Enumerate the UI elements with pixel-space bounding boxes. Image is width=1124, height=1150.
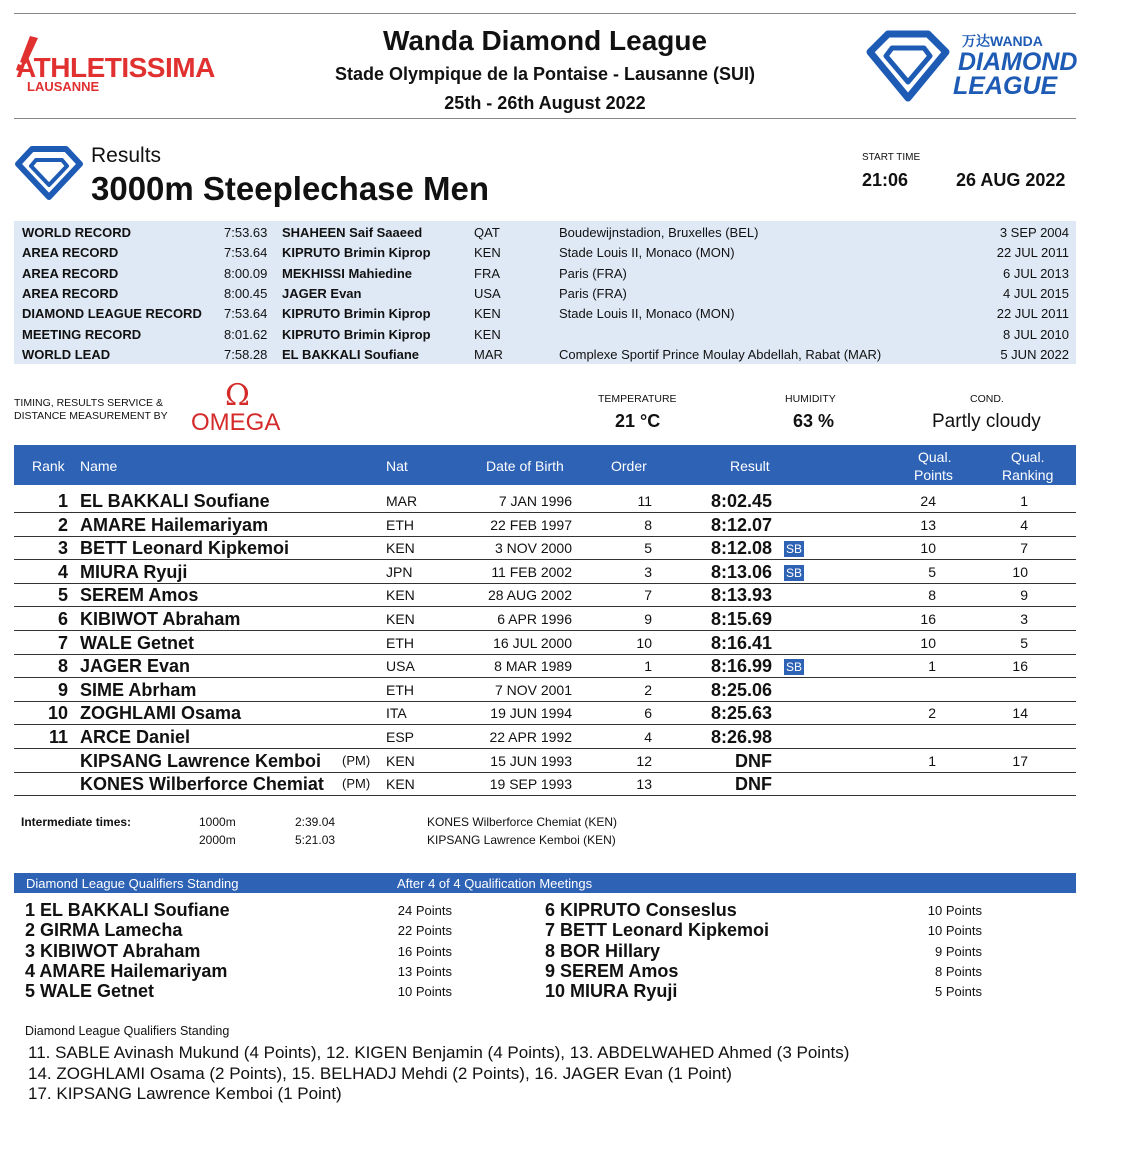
result-row bbox=[14, 631, 1076, 655]
athlete-nat: KEN bbox=[386, 611, 415, 627]
record-row bbox=[14, 263, 1076, 283]
timing-credit bbox=[14, 397, 168, 423]
record-date: 22 JUL 2011 bbox=[996, 306, 1069, 322]
standing-points: 24 Points bbox=[397, 903, 452, 918]
record-mark: 8:00.45 bbox=[224, 285, 268, 301]
athlete-dob: 7 JAN 1996 bbox=[498, 493, 572, 509]
result-row bbox=[14, 513, 1076, 537]
start-order: 5 bbox=[644, 540, 652, 557]
result-row bbox=[14, 725, 1076, 749]
athlete-dob: 15 JUN 1993 bbox=[490, 752, 572, 769]
result-rank: 4 bbox=[57, 561, 68, 582]
qual-ranking: 7 bbox=[1020, 540, 1028, 557]
top-divider bbox=[14, 13, 1076, 14]
result-mark: 8:12.07 bbox=[710, 514, 772, 535]
qual-points: 24 bbox=[920, 493, 936, 509]
standing-entry: 4 AMARE Hailemariyam bbox=[25, 960, 228, 981]
conditions-label: COND. bbox=[970, 393, 1004, 405]
split-time: 5:21.03 bbox=[295, 833, 336, 847]
standing-entry: 2 GIRMA Lamecha bbox=[25, 920, 183, 941]
col-qual-points-1: Qual. bbox=[918, 449, 952, 465]
results-label: Results bbox=[91, 144, 162, 167]
event-date: 26 AUG 2022 bbox=[956, 170, 1066, 190]
standing-entry: 8 BOR Hillary bbox=[545, 940, 661, 961]
athlete-nat: ETH bbox=[386, 681, 414, 698]
result-mark: 8:12.08 bbox=[710, 538, 772, 559]
athlete-name: KONES Wilberforce Chemiat bbox=[80, 774, 324, 795]
col-name: Name bbox=[80, 458, 118, 474]
more-standing-line: 17. KIPSANG Lawrence Kemboi (1 Point) bbox=[28, 1084, 342, 1103]
qual-ranking: 17 bbox=[1012, 752, 1028, 769]
result-mark: 8:13.06 bbox=[710, 561, 772, 582]
standing-entry: 10 MIURA Ryuji bbox=[545, 981, 678, 1002]
result-rank: 11 bbox=[48, 727, 68, 747]
athlete-dob: 16 JUL 2000 bbox=[493, 634, 572, 651]
record-holder: KIPRUTO Brimin Kiprop bbox=[282, 245, 431, 261]
timing-credit-line-1: TIMING, RESULTS SERVICE & bbox=[14, 397, 163, 409]
start-order: 1 bbox=[644, 658, 652, 675]
standing-entry: 3 KIBIWOT Abraham bbox=[25, 940, 201, 961]
more-standing-line: 14. ZOGHLAMI Osama (2 Points), 15. BELHADJ Mehdi (2 Points), 16. JAGER Evan (1 Point) bbox=[28, 1063, 732, 1083]
col-dob: Date of Birth bbox=[486, 458, 564, 474]
diamond-icon bbox=[14, 145, 84, 201]
wanda-logo-text: 万达WANDA bbox=[962, 33, 1043, 49]
athlete-nat: USA bbox=[386, 658, 415, 675]
record-date: 22 JUL 2011 bbox=[996, 245, 1069, 261]
result-row bbox=[14, 536, 1076, 560]
qual-points: 13 bbox=[920, 516, 936, 533]
header-divider bbox=[14, 118, 1076, 119]
record-type: AREA RECORD bbox=[22, 285, 119, 301]
record-nat: MAR bbox=[474, 346, 503, 362]
qual-ranking: 3 bbox=[1020, 611, 1028, 627]
split-time: 2:39.04 bbox=[295, 815, 336, 829]
athlete-name: ARCE Daniel bbox=[80, 727, 191, 747]
record-venue: Stade Louis II, Monaco (MON) bbox=[559, 306, 735, 322]
result-row bbox=[14, 654, 1076, 678]
standing-title: Diamond League Qualifiers Standing bbox=[26, 876, 239, 891]
standing-entry: 7 BETT Leonard Kipkemoi bbox=[545, 920, 770, 941]
result-mark: 8:13.93 bbox=[710, 585, 772, 606]
diamond-league-logo-icon bbox=[866, 30, 950, 102]
record-type: MEETING RECORD bbox=[22, 326, 142, 342]
qual-ranking: 1 bbox=[1020, 493, 1028, 509]
conditions-value: Partly cloudy bbox=[932, 411, 1041, 432]
result-row bbox=[14, 560, 1076, 584]
standing-entry: 1 EL BAKKALI Soufiane bbox=[25, 900, 230, 920]
record-venue: Boudewijnstadion, Bruxelles (BEL) bbox=[559, 225, 759, 240]
temperature-value: 21 °C bbox=[615, 411, 661, 431]
athlete-name: AMARE Hailemariyam bbox=[80, 514, 269, 535]
qual-ranking: 4 bbox=[1020, 516, 1028, 533]
result-mark: 8:02.45 bbox=[710, 491, 772, 511]
result-rank: 7 bbox=[57, 632, 68, 653]
qual-ranking: 5 bbox=[1020, 634, 1028, 651]
record-type: AREA RECORD bbox=[22, 265, 119, 281]
result-row bbox=[14, 607, 1076, 631]
record-row bbox=[14, 242, 1076, 262]
diamond-logo-text: DIAMOND bbox=[958, 48, 1078, 76]
result-mark: DNF bbox=[735, 750, 772, 771]
league-logo-text: LEAGUE bbox=[953, 72, 1058, 100]
standing-points: 10 Points bbox=[927, 923, 982, 939]
record-date: 4 JUL 2015 bbox=[1002, 285, 1069, 301]
qual-points: 10 bbox=[920, 540, 936, 557]
standing-subtitle: After 4 of 4 Qualification Meetings bbox=[397, 876, 593, 891]
record-date: 3 SEP 2004 bbox=[999, 225, 1069, 240]
start-order: 4 bbox=[644, 729, 652, 745]
col-order: Order bbox=[611, 458, 647, 474]
col-rank: Rank bbox=[32, 458, 65, 474]
results-header bbox=[14, 445, 1076, 485]
record-row bbox=[14, 222, 1076, 242]
athlete-dob: 7 NOV 2001 bbox=[494, 681, 572, 698]
result-mark: DNF bbox=[735, 774, 772, 795]
record-row bbox=[14, 344, 1076, 364]
omega-logo: OMEGA bbox=[191, 409, 281, 436]
pacemaker-tag: (PM) bbox=[342, 752, 371, 768]
qual-points: 10 bbox=[920, 634, 936, 651]
record-holder: KIPRUTO Brimin Kiprop bbox=[282, 326, 431, 342]
athlete-nat: ITA bbox=[386, 705, 407, 722]
record-type: AREA RECORD bbox=[22, 245, 119, 261]
athlete-nat: KEN bbox=[386, 776, 415, 793]
standing-header bbox=[14, 873, 1076, 893]
qual-points: 5 bbox=[928, 563, 936, 580]
record-mark: 7:53.64 bbox=[224, 245, 268, 261]
record-row bbox=[14, 324, 1076, 344]
record-holder: SHAHEEN Saif Saaeed bbox=[282, 225, 423, 240]
athlete-nat: JPN bbox=[386, 563, 413, 580]
record-venue: Paris (FRA) bbox=[559, 265, 627, 281]
athlete-dob: 28 AUG 2002 bbox=[487, 587, 572, 604]
standing-entry: 6 KIPRUTO Conseslus bbox=[545, 900, 737, 920]
standing-points: 16 Points bbox=[397, 943, 452, 959]
start-order: 9 bbox=[644, 611, 652, 627]
split-distance: 1000m bbox=[199, 815, 236, 829]
humidity-value: 63 % bbox=[793, 411, 835, 431]
standing-points: 8 Points bbox=[935, 963, 982, 979]
result-mark: 8:25.06 bbox=[710, 679, 772, 700]
record-mark: 8:01.62 bbox=[224, 326, 268, 342]
record-mark: 8:00.09 bbox=[224, 265, 268, 281]
record-holder: KIPRUTO Brimin Kiprop bbox=[282, 306, 431, 322]
athlete-dob: 8 MAR 1989 bbox=[494, 658, 572, 675]
record-row bbox=[14, 283, 1076, 303]
standing-points: 10 Points bbox=[397, 984, 452, 1000]
result-rank: 8 bbox=[57, 656, 68, 677]
record-venue: Stade Louis II, Monaco (MON) bbox=[559, 245, 735, 261]
start-order: 13 bbox=[636, 776, 652, 793]
split-leader: KONES Wilberforce Chemiat (KEN) bbox=[427, 815, 618, 829]
event-title: 3000m Steeplechase Men bbox=[91, 170, 490, 207]
result-rank: 2 bbox=[57, 514, 68, 535]
record-nat: KEN bbox=[474, 326, 501, 342]
result-row bbox=[14, 701, 1076, 725]
start-order: 6 bbox=[644, 705, 652, 722]
standing-points: 22 Points bbox=[397, 923, 452, 939]
intermediate-label: Intermediate times: bbox=[21, 815, 132, 829]
col-qual-ranking-2: Ranking bbox=[1002, 467, 1054, 483]
athlete-name: ZOGHLAMI Osama bbox=[80, 703, 242, 724]
start-time: 21:06 bbox=[862, 170, 909, 190]
athlete-name: JAGER Evan bbox=[80, 656, 191, 677]
humidity-label: HUMIDITY bbox=[785, 393, 836, 405]
athlete-nat: ETH bbox=[386, 516, 414, 533]
result-rank: 1 bbox=[57, 491, 68, 511]
dates-line: 25th - 26th August 2022 bbox=[444, 93, 646, 113]
qual-points: 2 bbox=[928, 705, 936, 722]
result-rank: 6 bbox=[57, 609, 68, 629]
record-date: 5 JUN 2022 bbox=[1000, 346, 1069, 362]
athlete-name: BETT Leonard Kipkemoi bbox=[80, 538, 290, 559]
result-row bbox=[14, 489, 1076, 513]
record-date: 8 JUL 2010 bbox=[1002, 326, 1069, 342]
athlete-dob: 19 SEP 1993 bbox=[489, 776, 572, 793]
venue-line: Stade Olympique de la Pontaise - Lausanne (SUI) bbox=[334, 64, 756, 84]
athlete-name: EL BAKKALI Soufiane bbox=[80, 491, 270, 511]
record-venue: Paris (FRA) bbox=[559, 285, 627, 301]
athlete-nat: ESP bbox=[386, 729, 415, 745]
athlete-name: WALE Getnet bbox=[80, 632, 195, 653]
standing-entry: 9 SEREM Amos bbox=[545, 960, 679, 981]
record-nat: FRA bbox=[474, 265, 500, 281]
athlete-dob: 22 APR 1992 bbox=[489, 729, 572, 745]
col-qual-points-2: Points bbox=[914, 467, 953, 483]
start-order: 7 bbox=[644, 587, 652, 604]
qual-ranking: 16 bbox=[1012, 658, 1028, 675]
season-best-badge: SB bbox=[786, 542, 803, 557]
result-row bbox=[14, 749, 1076, 773]
athlete-nat: KEN bbox=[386, 540, 415, 557]
athletissima-logo-text: ATHLETISSIMA bbox=[16, 52, 215, 83]
records-table bbox=[14, 221, 1076, 364]
athlete-nat: MAR bbox=[386, 493, 418, 509]
athlete-dob: 11 FEB 2002 bbox=[491, 563, 572, 580]
athlete-name: SEREM Amos bbox=[80, 585, 199, 606]
athlete-dob: 19 JUN 1994 bbox=[490, 705, 572, 722]
standing-points: 10 Points bbox=[927, 903, 982, 918]
omega-symbol-icon: Ω bbox=[225, 378, 250, 413]
record-mark: 7:53.63 bbox=[224, 225, 268, 240]
record-holder: MEKHISSI Mahiedine bbox=[282, 265, 413, 281]
result-row bbox=[14, 772, 1076, 796]
standing-entry: 5 WALE Getnet bbox=[25, 981, 155, 1002]
start-order: 3 bbox=[644, 563, 652, 580]
result-rank: 9 bbox=[57, 679, 68, 700]
record-type: WORLD RECORD bbox=[22, 225, 132, 240]
qual-ranking: 10 bbox=[1012, 563, 1028, 580]
record-nat: QAT bbox=[474, 225, 500, 240]
qual-points: 8 bbox=[928, 587, 936, 604]
record-nat: KEN bbox=[474, 245, 501, 261]
start-order: 11 bbox=[637, 493, 652, 509]
athlete-name: MIURA Ryuji bbox=[80, 561, 188, 582]
record-type: WORLD LEAD bbox=[22, 346, 111, 362]
qual-points: 16 bbox=[920, 611, 936, 627]
qual-points: 1 bbox=[928, 752, 936, 769]
athlete-name: KIPSANG Lawrence Kemboi bbox=[80, 750, 322, 771]
more-standing-title: Diamond League Qualifiers Standing bbox=[25, 1024, 230, 1038]
split-leader: KIPSANG Lawrence Kemboi (KEN) bbox=[427, 833, 616, 847]
athlete-dob: 22 FEB 1997 bbox=[490, 516, 572, 533]
result-row bbox=[14, 583, 1076, 607]
qual-ranking: 9 bbox=[1020, 587, 1028, 604]
record-holder: JAGER Evan bbox=[282, 285, 362, 301]
result-rank: 3 bbox=[57, 538, 68, 559]
athletissima-logo-subtext: LAUSANNE bbox=[27, 79, 100, 94]
result-mark: 8:16.41 bbox=[710, 632, 772, 653]
col-nat: Nat bbox=[386, 458, 408, 474]
result-mark: 8:15.69 bbox=[710, 609, 772, 629]
athlete-name: KIBIWOT Abraham bbox=[80, 609, 241, 629]
result-row bbox=[14, 678, 1076, 702]
season-best-badge: SB bbox=[786, 660, 803, 675]
col-qual-ranking-1: Qual. bbox=[1011, 449, 1045, 465]
start-order: 10 bbox=[636, 634, 652, 651]
result-mark: 8:25.63 bbox=[710, 703, 772, 724]
qual-points: 1 bbox=[928, 658, 936, 675]
record-mark: 7:58.28 bbox=[224, 346, 268, 362]
season-best-badge: SB bbox=[786, 565, 803, 580]
standing-points: 5 Points bbox=[935, 984, 982, 1000]
athlete-nat: KEN bbox=[386, 752, 415, 769]
record-type: DIAMOND LEAGUE RECORD bbox=[22, 306, 202, 322]
start-time-label: START TIME bbox=[862, 152, 921, 163]
standing-points: 9 Points bbox=[935, 943, 982, 959]
timing-credit-line-2: DISTANCE MEASUREMENT BY bbox=[14, 410, 168, 422]
start-order: 8 bbox=[644, 516, 652, 533]
qual-ranking: 14 bbox=[1012, 705, 1028, 722]
record-nat: USA bbox=[474, 285, 501, 301]
record-holder: EL BAKKALI Soufiane bbox=[282, 346, 419, 362]
start-order: 12 bbox=[636, 752, 652, 769]
split-distance: 2000m bbox=[199, 833, 236, 847]
athlete-dob: 6 APR 1996 bbox=[497, 611, 572, 627]
record-venue: Complexe Sportif Prince Moulay Abdellah, Rabat (MAR) bbox=[559, 346, 882, 362]
standing-points: 13 Points bbox=[397, 963, 452, 979]
record-mark: 7:53.64 bbox=[224, 306, 268, 322]
col-result: Result bbox=[730, 458, 770, 474]
start-order: 2 bbox=[644, 681, 652, 698]
temperature-label: TEMPERATURE bbox=[598, 393, 677, 405]
result-mark: 8:16.99 bbox=[710, 656, 772, 677]
result-rank: 10 bbox=[47, 703, 68, 724]
athlete-dob: 3 NOV 2000 bbox=[494, 540, 572, 557]
pacemaker-tag: (PM) bbox=[342, 776, 371, 792]
athlete-nat: ETH bbox=[386, 634, 414, 651]
record-nat: KEN bbox=[474, 306, 501, 322]
result-rank: 5 bbox=[57, 585, 68, 606]
athlete-name: SIME Abrham bbox=[80, 679, 197, 700]
more-standing-line: 11. SABLE Avinash Mukund (4 Points), 12. KIGEN Benjamin (4 Points), 13. ABDELWAHED Ahmed (3 Points) bbox=[28, 1043, 850, 1062]
meeting-title: Wanda Diamond League bbox=[382, 25, 708, 56]
result-mark: 8:26.98 bbox=[710, 727, 772, 747]
record-date: 6 JUL 2013 bbox=[1002, 265, 1069, 281]
athlete-nat: KEN bbox=[386, 587, 415, 604]
record-row bbox=[14, 303, 1076, 323]
